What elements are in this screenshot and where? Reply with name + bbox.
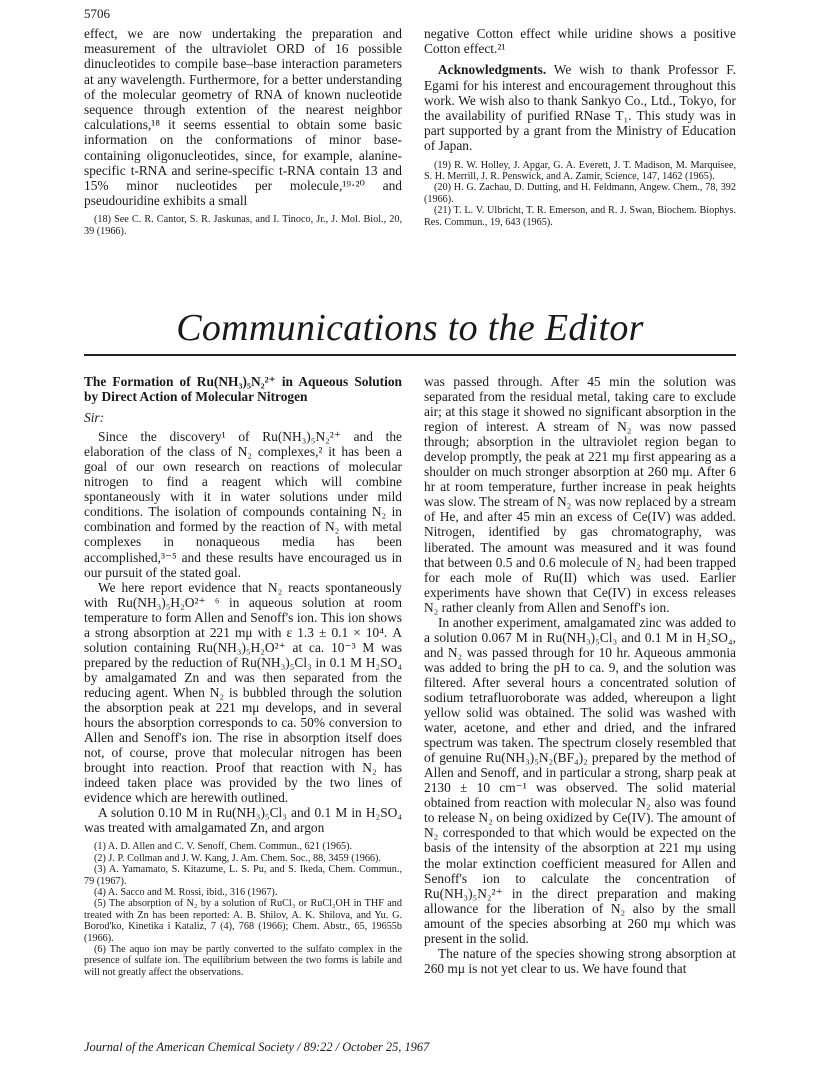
top-left-column: [84, 26, 402, 237]
article-left-column: [84, 374, 402, 978]
paragraph-continued: was passed through. After 45 min the solution was separated from the residual metal, taking care to exclude air; at this stage it showed no significant absorption in the region of interest. A stream of N₂ was now passed through; absorption in the ultraviolet region began to develop promptly, the peak at 221 mμ first appearing as a shoulder on much stronger absorption at 260 mμ. After 6 hr at room temperature, further increase in peak heights was slow. The stream of N₂ was now replaced by a stream of He, and after 45 min an excess of Ce(IV) was added. Nitrogen, identified by gas chromatography, was liberated. The amount was measured and it was found that between 0.5 and 0.6 molecule of N₂ had been trapped for each mole of Ru(II) which was used. Earlier experiments have shown that Ce(IV) in excess releases N₂ rather cleanly from Allen and Senoff's ion.: [424, 374, 736, 615]
reference-1: (1) A. D. Allen and C. V. Senoff, Chem. Commun., 621 (1965).: [94, 841, 353, 853]
article-title: The Formation of Ru(NH₃)₅N₂²⁺ in Aqueous Solution by Direct Action of Molecular Nitrogen: [84, 374, 402, 405]
continued-paragraph: effect, we are now undertaking the preparation and measurement of the ultraviolet ORD of 16 possible dinucleotides to compile base–base interaction parameters at any wavelength. Furthermore, for a better understanding of the molecular geometry of RNA of known nucleotide sequence through extention of the nearest neighbor calculations,¹⁸ it seems essential to obtain some basic information on the conformations of minor base-containing oligonucleotides, since, for example, alanine-specific t-RNA and serine-specific t-RNA contain 13 and 15% minor nucleotides per molecule,¹⁹·²⁰ and pseudouridine exhibits a small: [84, 26, 402, 209]
reference-20: (20) H. G. Zachau, D. Dutting, and H. Feldmann, Angew. Chem., 78, 392 (1966).: [424, 182, 736, 205]
continued-paragraph-right: negative Cotton effect while uridine shows a positive Cotton effect.²¹: [424, 26, 736, 57]
reference-6: (6) The aquo ion may be partly converted to the sulfato complex in the presence of sulfate ion. The equilibrium between the two forms is labile and will not greatly affect the observations.: [84, 944, 402, 978]
reference-19: (19) R. W. Holley, J. Apgar, G. A. Everett, J. T. Madison, M. Marquisee, S. H. Merrill, J. R. Penswick, and A. Zamir, Science, 147, 1462 (1965).: [424, 159, 736, 183]
paragraph-second-experiment: In another experiment, amalgamated zinc was added to a solution 0.067 M in Ru(NH₃)₅Cl₃ and 0.1 M in H₂SO₄, and N₂ was passed through for 10 hr. Aqueous ammonia was added to bring the pH to ca. 9, and the solution was filtered. After several hours a concentrated solution of sodium tetrafluoroborate was added, whereupon a light yellow solid was obtained. The solid was washed with water, acetone, and ether and dried, and the infrared spectrum was taken. The spectrum closely resembled that of genuine Ru(NH₃)₅N₂(BF₄)₂ prepared by the method of Allen and Senoff, and in particular a strong, sharp peak at 2130 ± 10 cm⁻¹ was observed. The solid material obtained from reaction with molecular N₂ also was found to release N₂ on being oxidized by Ce(IV). The amount of N₂ corresponded to that which would be expected on the basis of the intensity of the absorption at 221 mμ using the molar extinction coefficient measured for Allen and Senoff's ion to calculate the concentration of Ru(NH₃)₅N₂²⁺ in the direct preparation and making allowance for the liberation of N₂ also by the small amount of the species absorbing at 260 mμ which was present in the solid.: [424, 614, 736, 946]
reference-21: (21) T. L. V. Ulbricht, T. R. Emerson, and R. J. Swan, Biochem. Biophys. Res. Commun., 19, 643 (1965).: [424, 205, 736, 228]
paragraph-evidence: We here report evidence that N₂ reacts spontaneously with Ru(NH₃)₅H₂O²⁺ ⁶ in aqueous solution at room temperature to form Allen and Senoff's ion. This ion shows a strong absorption at 221 mμ with ε 1.3 ± 0.1 × 10⁴. A solution containing Ru(NH₃)₅H₂O²⁺ at ca. 10⁻³ M was prepared by the reduction of Ru(NH₃)₅Cl₃ in 0.1 M H₂SO₄ by amalgamated Zn and was then separated from the reducing agent. When N₂ is bubbled through the solution the absorption peak at 221 mμ develops, and in several hours the absorption corresponds to ca. 50% conversion to Allen and Senoff's ion. The rise in absorption itself does not, of course, prove that molecular nitrogen has been brought into reaction. Proof that reaction with N₂ has indeed taken place was provided by the two lines of evidence which are herewith outlined.: [84, 579, 402, 806]
reference-5: (5) The absorption of N₂ by a solution of RuCl₃ or RuCl₃OH in THF and treated with Zn has been reported: A. B. Shilov, A. K. Shilova, and Yu. G. Borod'ko, Kinetika i Kataliz, 7 (4), 768 (1966); Chem. Abstr., 65, 19655b (1966).: [84, 898, 402, 944]
paragraph-solution: A solution 0.10 M in Ru(NH₃)₅Cl₃ and 0.1 M in H₂SO₄ was treated with amalgamated Zn, and argon: [84, 805, 402, 836]
page-number: 5706: [84, 6, 110, 21]
top-left-references: [84, 214, 402, 237]
paragraph-intro: Since the discovery¹ of Ru(NH₃)₅N₂²⁺ and the elaboration of the class of N₂ complexes,² it has been a goal of our own research on reactions of molecular nitrogen to find a reagent which will combine spontaneously with it in water solutions under mild conditions. The isolation of compounds containing N₂ in combination and formed by the reaction of N₂ with metal complexes in nonaqueous media has been accomplished,³⁻⁵ and these results have encouraged us in our pursuit of the stated goal.: [84, 429, 402, 580]
article-left-references: [84, 841, 402, 978]
reference-2: (2) J. P. Collman and J. W. Kang, J. Am. Chem. Soc., 88, 3459 (1966).: [94, 852, 381, 864]
section-banner: Communications to the Editor: [176, 307, 644, 349]
top-right-column: [424, 26, 736, 228]
paragraph-nature: The nature of the species showing strong absorption at 260 mμ is not yet clear to us. We have found that: [424, 945, 736, 976]
acknowledgments-text: We wish to thank Professor F. Egami for his interest and encouragement throughout this work. We wish also to thank Sankyo Co., Ltd., Tokyo, for the availability of purified RNase T₁. This study was in part supported by a grant from the Ministry of Education of Japan.: [424, 62, 736, 154]
acknowledgments-paragraph: [424, 62, 736, 153]
top-right-references: [424, 160, 736, 228]
acknowledgments-heading: Acknowledgments.: [438, 62, 547, 78]
article-right-column: [424, 374, 736, 976]
reference-3: (3) A. Yamamato, S. Kitazume, L. S. Pu, and S. Ikeda, Chem. Commun., 79 (1967).: [84, 864, 402, 887]
reference-4: (4) A. Sacco and M. Rossi, ibid., 316 (1967).: [94, 887, 278, 899]
section-rule: [84, 354, 736, 356]
journal-footer: Journal of the American Chemical Society / 89:22 / October 25, 1967: [84, 1040, 430, 1054]
reference-18: (18) See C. R. Cantor, S. R. Jaskunas, and I. Tinoco, Jr., J. Mol. Biol., 20, 39 (1966).: [84, 214, 402, 237]
salutation: Sir:: [84, 410, 105, 426]
